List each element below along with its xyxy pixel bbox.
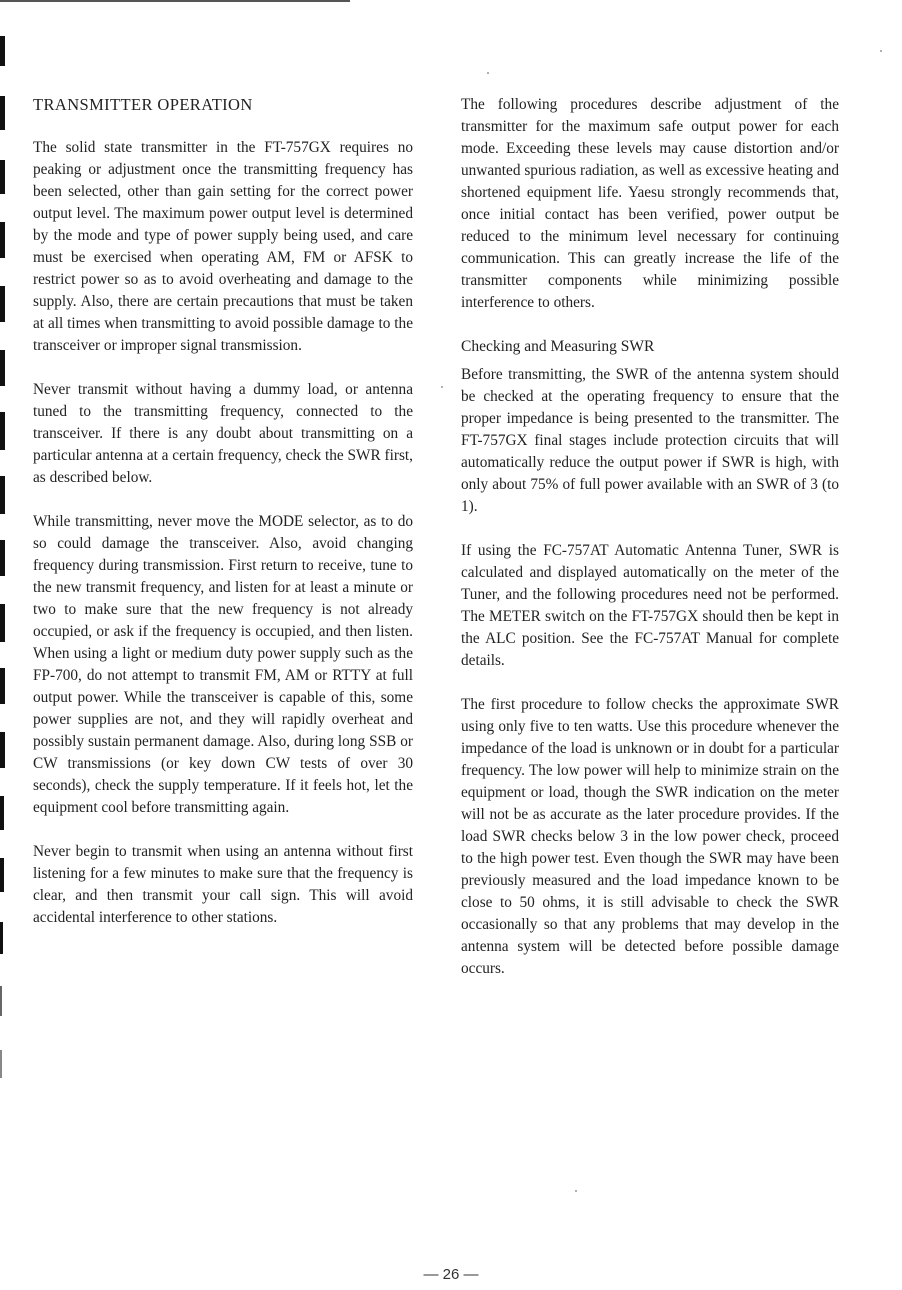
paragraph: The first procedure to follow checks the approximate SWR using only five to ten watts. Use this procedure whenever the impedance of the load is unknown or in doubt for a particular frequency. The low power will help to minimize strain on the equipment or load, though the SWR indication on the meter will not be as accurate as the later procedure provides. If the load SWR checks below 3 in the low power check, proceed to the high power test. Even though the SWR may have been previously measured and the load impedance known to be close to 50 ohms, it is still advisable to check the SWR occasionally so that any problems that may develop in the antenna system will be detected before possible damage occurs. — [461, 696, 839, 977]
intro-paragraph: The following procedures describe adjustment of the transmitter for the maximum safe output power for each mode. Exceeding these levels may cause distortion and/or unwanted spurious radiation, as well as excessive heating and shortened equipment life. Yaesu strongly recommends that, once initial contact has been verified, power output be reduced to the minimum level necessary for continuing communication. This can greatly increase the life of the transmitter components while minimizing possible interference to others. — [461, 96, 839, 311]
binding-mark — [0, 796, 4, 830]
page-number: — 26 — — [423, 1266, 479, 1283]
scan-speck — [441, 386, 443, 388]
paragraph: Before transmitting, the SWR of the antenna system should be checked at the operating frequency to ensure that the proper impedance is being presented to the transmitter. The FT-757GX final stages include protection circuits that will automatically reduce the output power if SWR is high, with only about 75% of full power available with an SWR of 3 (to 1). — [461, 366, 839, 515]
binding-mark — [0, 476, 5, 514]
paragraph: While transmitting, never move the MODE selector, as to do so could damage the transceiver. Also, avoid changing frequency during transmission. First return to receive, tune to the new transmit frequency, and listen for at least a minute or two to make sure that the new frequency is not already occupied, or ask if the frequency is occupied, and then listen. When using a light or medium duty power supply such as the FP-700, do not attempt to transmit FM, AM or RTTY at full output power. While the transceiver is capable of this, some power supplies are not, and they will rapidly overheat and possibly sustain permanent damage. Also, during long SSB or CW transmissions (or key down CW tests of over 30 seconds), check the supply temperature. If it feels hot, let the equipment cool before transmitting again. — [33, 513, 413, 816]
paragraph: The solid state transmitter in the FT-757GX requires no peaking or adjustment once the transmitting frequency has been selected, other than gain setting for the correct power output level. The maximum power output level is determined by the mode and type of power supply being used, and care must be exercised when operating AM, FM or AFSK to restrict power so as to avoid overheating and damage to the supply. Also, there are certain precautions that must be taken at all times when transmitting to avoid possible damage to the transceiver or improper signal transmission. — [33, 139, 413, 354]
scan-speck — [487, 72, 489, 74]
scan-speck — [575, 1190, 577, 1192]
binding-mark — [0, 540, 5, 576]
section-heading: TRANSMITTER OPERATION — [33, 95, 253, 114]
binding-mark — [0, 412, 5, 450]
paragraph: Never transmit without having a dummy load, or antenna tuned to the transmitting frequency, connected to the transceiver. If there is any doubt about transmitting on a particular antenna at a certain frequency, check the SWR first, as described below. — [33, 381, 413, 486]
top-rule — [0, 0, 350, 2]
binding-mark — [0, 1050, 2, 1078]
subsection-heading: Checking and Measuring SWR — [461, 338, 655, 355]
binding-mark — [0, 732, 5, 768]
binding-mark — [0, 604, 5, 642]
binding-mark — [0, 922, 3, 954]
binding-mark — [0, 986, 2, 1016]
right-column — [461, 94, 839, 1002]
scan-speck — [880, 50, 882, 52]
binding-mark — [0, 36, 5, 66]
binding-mark — [0, 160, 5, 194]
binding-mark — [0, 668, 5, 704]
paragraph: Never begin to transmit when using an antenna without first listening for a few minutes to make sure that the frequency is clear, and then transmit your call sign. This will avoid accidental interference to other stations. — [33, 843, 413, 926]
paragraph: If using the FC-757AT Automatic Antenna Tuner, SWR is calculated and displayed automatically on the meter of the Tuner, and the following procedures need not be performed. The METER switch on the FT-757GX should then be kept in the ALC position. See the FC-757AT Manual for complete details. — [461, 542, 839, 669]
left-column — [33, 94, 413, 951]
binding-mark — [0, 286, 5, 322]
binding-mark — [0, 222, 5, 258]
binding-mark — [0, 96, 5, 130]
binding-mark — [0, 858, 4, 892]
binding-mark — [0, 350, 5, 386]
